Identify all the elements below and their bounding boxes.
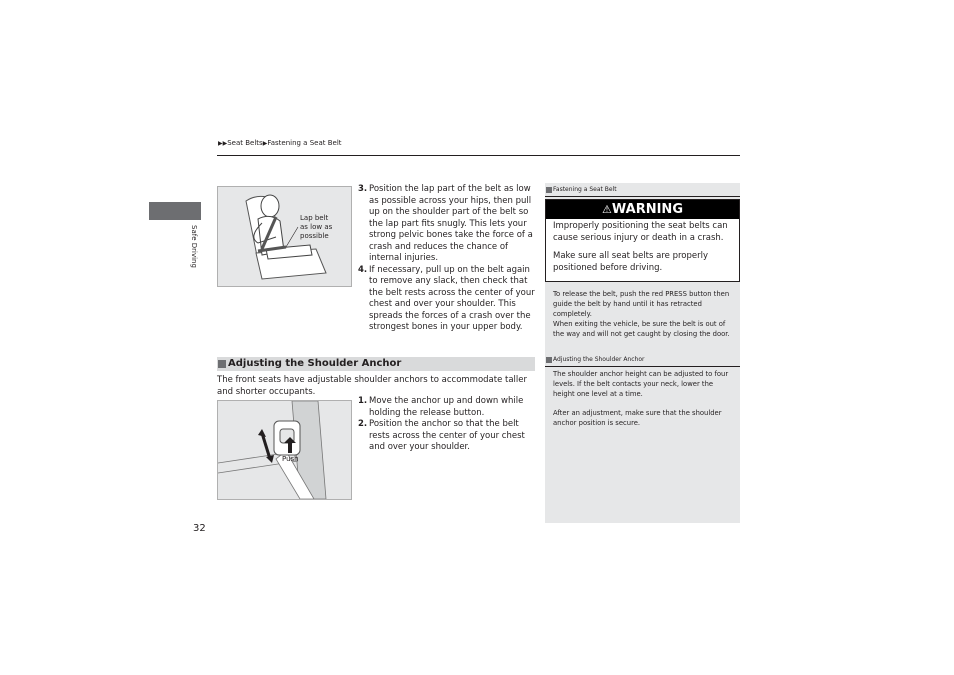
chapter-tab[interactable] <box>149 202 201 220</box>
step-item <box>358 184 535 265</box>
sidebar-note: The shoulder anchor height can be adjusted to four levels. If the belt contacts your neck, lower the height one level at a time. <box>553 370 729 398</box>
sidebar-rule <box>545 196 740 197</box>
sidebar-ref-fastening[interactable] <box>546 186 617 193</box>
sidebar-note: When exiting the vehicle, be sure the belt is out of the way and will not get caught by closing the door. <box>553 320 730 338</box>
square-bullet-icon <box>218 360 226 368</box>
section-intro: The front seats have adjustable shoulder anchors to accommodate taller and shorter occupants. <box>217 375 528 397</box>
callout-line: Lap belt <box>300 214 329 222</box>
step-text: Position the anchor so that the belt rests across the center of your chest and over your shoulder. <box>369 419 525 452</box>
sidebar-rule <box>545 366 740 367</box>
step-item <box>358 396 535 419</box>
sidebar-ref-title: Adjusting the Shoulder Anchor <box>553 356 645 363</box>
step-item <box>358 265 535 334</box>
callout-line: possible <box>300 232 329 240</box>
breadcrumb-item[interactable]: Seat Belts <box>227 139 263 147</box>
reference-icon <box>546 187 552 193</box>
callout-line: as low as <box>300 223 333 231</box>
step-number: 4. <box>358 264 368 275</box>
warning-title-text: WARNING <box>611 202 683 217</box>
triangle-right-icon: ▶ <box>262 140 268 147</box>
sidebar-ref-anchor[interactable] <box>546 356 644 363</box>
step-text: If necessary, pull up on the belt again to remove any slack, then check that the belt rests across the center of your chest and over your shoulder. This spreads the forces of a crash over the strongest bones in your upper body. <box>369 264 535 332</box>
shoulder-anchor-illustration <box>217 400 352 500</box>
section-heading <box>217 357 535 371</box>
chapter-label: Safe Driving <box>190 225 198 268</box>
callout-push: Push <box>282 455 299 463</box>
warning-title <box>546 200 739 219</box>
reference-icon <box>546 357 552 363</box>
section-title: Adjusting the Shoulder Anchor <box>228 358 402 369</box>
sidebar-note: To release the belt, push the red PRESS button then guide the belt by hand until it has retracted completely. <box>553 290 730 318</box>
step-number: 3. <box>358 184 368 194</box>
sidebar-ref-title: Fastening a Seat Belt <box>553 186 617 193</box>
warning-triangle-icon: ⚠ <box>602 203 612 216</box>
anchor-steps <box>358 396 535 454</box>
step-item <box>358 419 535 454</box>
breadcrumb-item[interactable]: Fastening a Seat Belt <box>267 139 342 147</box>
triangle-right-icon: ▶▶ <box>218 140 228 147</box>
shoulder-anchor-icon <box>218 401 351 499</box>
warning-text: Make sure all seat belts are properly positioned before driving. <box>553 251 708 273</box>
page-number: 32 <box>193 523 206 534</box>
header-rule <box>217 155 740 156</box>
step-number: 2. <box>358 419 368 429</box>
step-text: Position the lap part of the belt as low as possible across your hips, then pull up on the shoulder part of the belt so the lap part fits snugly. This lets your strong pelvic bones take the force of a crash and reduces the chance of internal injuries. <box>369 184 533 263</box>
breadcrumb <box>218 139 342 147</box>
warning-box <box>545 199 740 282</box>
warning-text: Improperly positioning the seat belts can cause serious injury or death in a crash. <box>553 221 728 243</box>
lap-belt-illustration <box>217 186 352 287</box>
step-text: Move the anchor up and down while holding the release button. <box>369 396 524 418</box>
callout-lap-belt <box>300 214 332 241</box>
step-number: 1. <box>358 396 368 406</box>
sidebar-note: After an adjustment, make sure that the shoulder anchor position is secure. <box>553 409 722 427</box>
lap-belt-steps <box>358 184 535 334</box>
